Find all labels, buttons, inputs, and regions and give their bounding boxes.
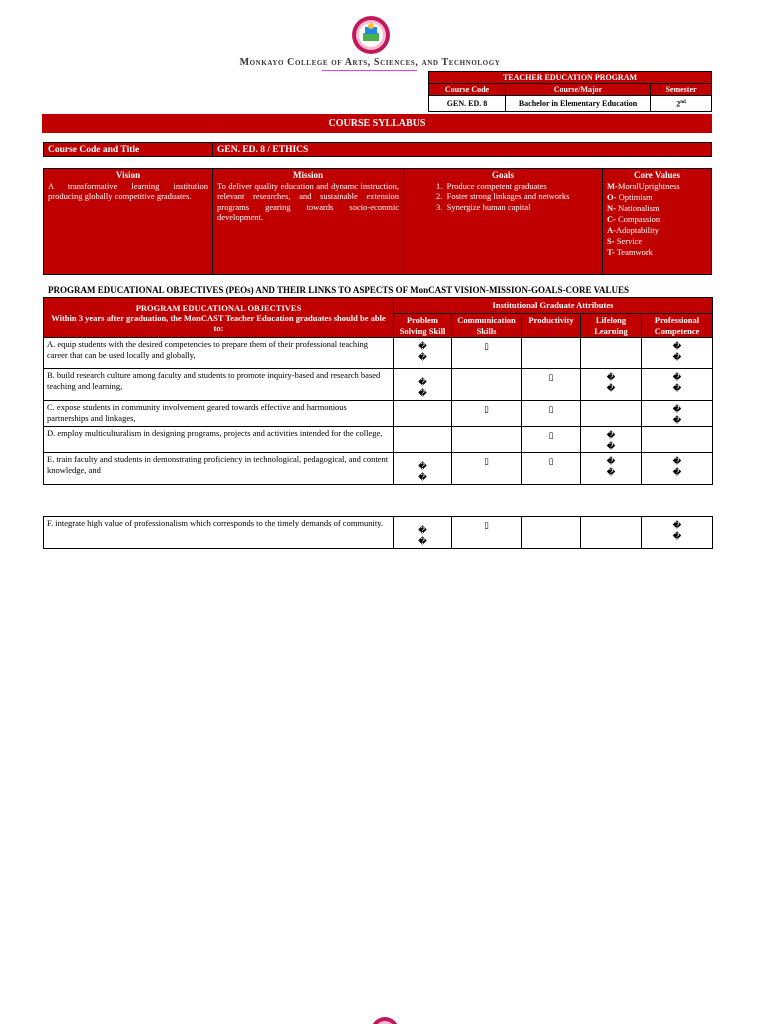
peo-mark — [581, 401, 642, 427]
attr-lifelong: Lifelong Learning — [581, 314, 642, 338]
peo-left-title: PROGRAM EDUCATIONAL OBJECTIVES — [135, 302, 302, 313]
peo-mark: � � — [394, 369, 452, 401]
col-course-major: Course/Major — [506, 84, 651, 96]
peo-table-continued — [43, 516, 713, 549]
mission-title: Mission — [292, 170, 323, 180]
goals-title: Goals — [491, 170, 514, 180]
peo-mark — [452, 427, 522, 453]
peo-text: D. employ multiculturalism in designing programs, projects and activities intended for the college, — [44, 427, 394, 453]
peo-mark: ▯ — [452, 453, 522, 485]
peo-mark: ▯ — [452, 517, 522, 549]
table-row — [44, 338, 713, 369]
peo-mark: ▯ — [452, 401, 522, 427]
college-seal-logo-next-page — [370, 1016, 400, 1024]
table-row — [44, 369, 713, 401]
mission-text: To deliver quality education and dynamc instruction, relevant researches, and sustainable extension programs gearing towards socio-econmic development. — [217, 180, 399, 222]
peo-mark: � � — [642, 369, 713, 401]
peo-left-header — [44, 298, 394, 338]
core-value-item: S- Service — [607, 236, 643, 246]
peo-mark: � � — [394, 517, 452, 549]
program-title: TEACHER EDUCATION PROGRAM — [429, 72, 712, 84]
course-title-value: GEN. ED. 8 / ETHICS — [213, 143, 712, 157]
core-value-item: N- Nationalism — [607, 203, 660, 213]
col-semester: Semester — [651, 84, 712, 96]
table-row — [44, 427, 713, 453]
attr-productivity: Productivity — [522, 314, 581, 338]
core-values-cell — [603, 169, 712, 275]
attributes-title: Institutional Graduate Attributes — [394, 298, 713, 314]
course-title-row — [43, 142, 712, 157]
peo-mark — [394, 427, 452, 453]
peo-text: E. train faculty and students in demonstrating proficiency in technological, pedagogical, and content knowledge, and — [44, 453, 394, 485]
peo-text: C. expose students in community involvement geared towards effective and harmonious partnerships and linkages, — [44, 401, 394, 427]
peo-mark: � � — [394, 338, 452, 369]
peo-mark: � � — [642, 517, 713, 549]
mission-cell — [213, 169, 404, 275]
course-major-value: Bachelor in Elementary Education — [506, 96, 651, 112]
core-value-item: M-MoralUprightness — [607, 181, 680, 191]
core-value-item: T- Teamwork — [607, 247, 653, 257]
college-name-underline — [322, 70, 417, 71]
attr-professional: Professional Competence — [642, 314, 713, 338]
peo-left-subtitle: Within 3 years after graduation, the MonCAST Teacher Education graduates should be able to: — [51, 312, 386, 333]
peo-mark — [452, 369, 522, 401]
course-title-label: Course Code and Title — [44, 143, 213, 157]
syllabus-title-bar: COURSE SYLLABUS — [42, 114, 712, 133]
vision-cell — [44, 169, 213, 275]
table-row — [44, 453, 713, 485]
peo-text: A. equip students with the desired competencies to prepare them of their professional teaching career that can be used locally and globally, — [44, 338, 394, 369]
attr-communication: Communication Skills — [452, 314, 522, 338]
peo-mark: ▯ — [522, 453, 581, 485]
peo-mark — [394, 401, 452, 427]
col-course-code: Course Code — [429, 84, 506, 96]
peo-mark: ▯ — [452, 338, 522, 369]
semester-value: 2nd — [651, 96, 712, 112]
peo-mark — [522, 517, 581, 549]
peo-mark: � � — [581, 427, 642, 453]
course-code-value: GEN. ED. 8 — [429, 96, 506, 112]
peo-mark — [581, 338, 642, 369]
vision-text: A transformative learning institution producing globally competitive graduates. — [48, 180, 208, 201]
vmgc-table — [43, 168, 712, 275]
core-value-item: C- Compassion — [607, 214, 661, 224]
goals-cell — [404, 169, 603, 275]
peo-mark: � � — [642, 401, 713, 427]
college-seal-logo — [351, 15, 391, 55]
college-name: Monkayo College of Arts, Sciences, and Technology — [239, 57, 501, 68]
peo-mark: ▯ — [522, 401, 581, 427]
peo-mark — [522, 338, 581, 369]
peo-mark: ▯ — [522, 369, 581, 401]
core-value-item: A-Adoptability — [607, 225, 659, 235]
peo-mark: ▯ — [522, 427, 581, 453]
peo-mark: � � — [642, 453, 713, 485]
peo-text: B. build research culture among faculty and students to promote inquiry-based and research based teaching and learning, — [44, 369, 394, 401]
core-values-title: Core Values — [633, 170, 681, 180]
peo-table — [43, 297, 713, 485]
goal-item: 2. Foster strong linkages and networks — [436, 191, 570, 201]
peo-mark: � � — [581, 453, 642, 485]
program-info-table — [428, 71, 712, 112]
attr-problem-solving: Problem Solving Skill — [394, 314, 452, 338]
vision-title: Vision — [115, 170, 141, 180]
peo-mark — [581, 517, 642, 549]
peo-mark — [642, 427, 713, 453]
peo-heading: PROGRAM EDUCATIONAL OBJECTIVES (PEOs) AND THEIR LINKS TO ASPECTS OF MonCAST VISION-MISSION-GOALS-CORE VALUES — [48, 285, 629, 295]
core-value-item: O- Optimism — [607, 192, 653, 202]
table-row — [44, 517, 713, 549]
goal-item: 1. Produce competent graduates — [436, 180, 547, 191]
peo-text: F. integrate high value of professionalism which corresponds to the timely demands of community. — [44, 517, 394, 549]
peo-mark: � � — [394, 453, 452, 485]
peo-mark: � � — [581, 369, 642, 401]
goal-item: 3. Synergize human capital — [436, 201, 531, 212]
peo-mark: � � — [642, 338, 713, 369]
table-row — [44, 401, 713, 427]
